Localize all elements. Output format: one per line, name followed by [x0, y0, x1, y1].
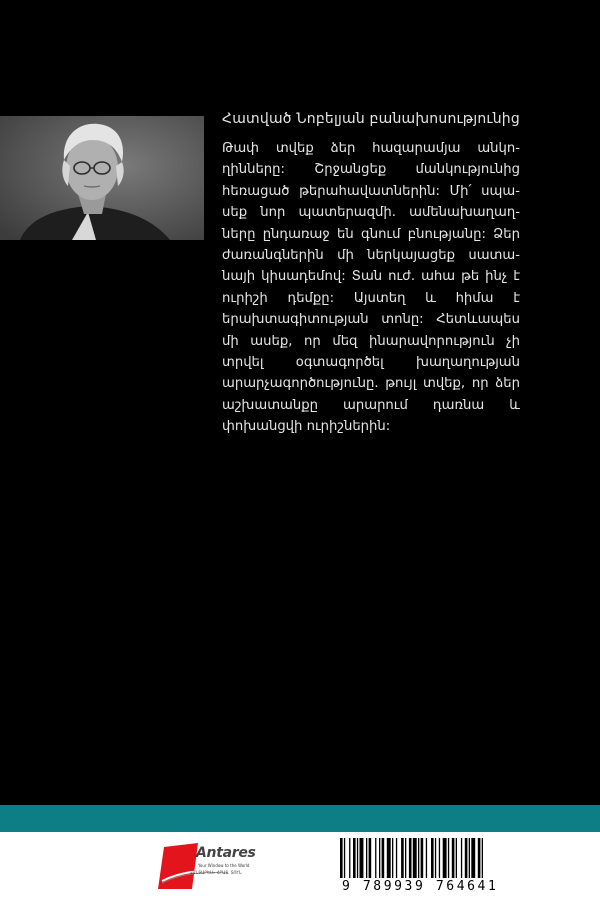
barcode-bar	[405, 838, 406, 878]
author-photo	[0, 116, 204, 240]
barcode-bar	[409, 838, 412, 878]
barcode-bar	[421, 838, 424, 878]
barcode-bar	[439, 838, 440, 878]
publisher-logo-name: «ԱՆՏԱՐԵՍ» ՀՐԱՏ. ՏՈՒՆ	[190, 870, 242, 875]
teal-band	[0, 805, 600, 832]
publisher-logo	[158, 843, 268, 889]
barcode-bar	[413, 838, 417, 878]
barcode-bar	[456, 838, 457, 878]
excerpt-body: Թափ տվեք ձեր հազարամյա անկո-ղինները: Շրջանցեք մանկությունից հեռացած թերահավատներին: Մի՛ սպա-սեք նոր պատերազմի. ամենախաղաղ-ները ընդառաջ են գնում բնությանը: Ձեր ժառանգներին մի ներկայացեք սատա-նայի կիսադեմով: Տան ուժ. ահա թե ինչ է ուրիշի դեմքը: Այստեղ և հիմա է երախտագիտության տոնը: Հետևապես մի ասեք, որ մեզ ինարավորություն չի տրվել օգտագործել խաղաղության արարչագործությունը. թույլ տվեք, որ ձեր աշխատանքը արարում դառնա և փոխանցվի ուրիշներին:	[222, 141, 520, 435]
barcode-bar	[357, 838, 358, 878]
publisher-logo-word: Antares	[196, 845, 256, 861]
excerpt-block	[222, 108, 520, 438]
barcode-bar	[401, 838, 404, 878]
barcode-bar	[340, 838, 343, 878]
barcode-bar	[379, 838, 380, 878]
barcode-bar	[435, 838, 436, 878]
barcode-bar	[353, 838, 356, 878]
excerpt-title: Հատված Նոբելյան բանախոսությունից	[222, 111, 520, 127]
barcode-bar	[426, 838, 427, 878]
barcode-bar	[349, 838, 350, 878]
barcode-bar	[396, 838, 397, 878]
publisher-logo-tagline: Your Window to the World	[198, 863, 250, 868]
isbn-number: 9 789939 764641	[342, 879, 592, 894]
barcode-bar	[431, 838, 434, 878]
barcode-bar	[448, 838, 449, 878]
barcode-bar	[387, 838, 391, 878]
barcode-bar	[469, 838, 470, 878]
barcode-bar	[366, 838, 367, 878]
barcode-bar	[452, 838, 455, 878]
barcode-bar	[461, 838, 462, 878]
barcode-bar	[344, 838, 345, 878]
barcode-bar	[392, 838, 393, 878]
barcode-bar	[382, 838, 385, 878]
barcode-bar	[443, 838, 447, 878]
barcode-bar	[465, 838, 468, 878]
barcode-bar	[482, 838, 483, 878]
barcode-bar	[369, 838, 372, 878]
barcode-bar	[375, 838, 376, 878]
barcode-bar	[471, 838, 475, 878]
barcode-bar	[478, 838, 481, 878]
barcode-bar	[360, 838, 364, 878]
barcode-bar	[418, 838, 419, 878]
